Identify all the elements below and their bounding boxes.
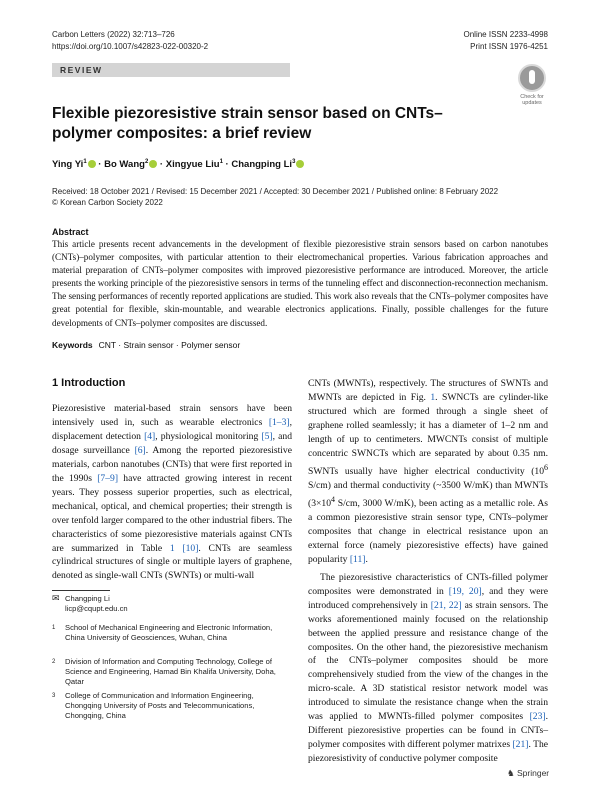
affiliation-1: 1 School of Mechanical Engineering and Electronic Information, China University of Geosciences, Wuhan, China xyxy=(52,623,273,642)
affiliation-3: 3 College of Communication and Information Engineering, Chongqing University of Posts and Telecommunications, Chongqing, China xyxy=(52,691,255,720)
keywords-label: Keywords xyxy=(52,340,93,350)
citation-link[interactable]: [21, 22] xyxy=(430,599,462,611)
envelope-icon: ✉ xyxy=(52,593,60,603)
citation-link[interactable]: [11] xyxy=(349,553,366,565)
article-type-banner: REVIEW xyxy=(52,63,290,77)
affiliation-marker: 1 xyxy=(83,159,87,165)
copyright-line: © Korean Carbon Society 2022 xyxy=(52,198,163,207)
citation-link[interactable]: [6] xyxy=(134,444,146,456)
citation-link[interactable]: [21] xyxy=(512,739,529,751)
citation-link[interactable]: [10] xyxy=(182,542,199,554)
check-for-updates-label: Check for updates xyxy=(520,94,544,106)
corresponding-author-name: Changping Li xyxy=(65,594,110,603)
body-paragraph: CNTs (MWNTs), respectively. The structures of SWNTs and MWNTs are depicted in Fig. 1. SWNCTs are cylinder-like structured which are formed through a single sheet of graphene rolled seamlessly; it has a diameter of 1–2 nm and length of up to centimeters. MWCNTs consist of multiple concentric SWNCTs which are separated by about 0.35 nm. SWNTs usually have higher electrical conductivity ($10^6$ S/cm) and thermal conductivity (~3500 W/mK) than MWNTs ($3\times 10^4$ S/cm, 3000 W/mK), been acting as a metallic role. As a common piezoresistive strain sensor type, CNTs–polymer composites that change in electrical resistance upon an external force (namely piezoresistive effects) have gained popularity [11]. xyxy=(308,378,548,565)
author-name[interactable]: Ying Yi xyxy=(52,159,84,171)
publisher-logo xyxy=(507,768,549,779)
affiliation-2: 2 Division of Information and Computing Technology, College of Science and Engineering, Hamad Bin Khalifa University, Doha, Qatar xyxy=(52,657,276,686)
citation-link[interactable]: [23] xyxy=(529,711,546,723)
keywords-list: CNT · Strain sensor · Polymer sensor xyxy=(98,340,241,350)
section-heading: 1 Introduction xyxy=(52,377,126,389)
abstract-heading: Abstract xyxy=(52,227,89,237)
paper-title: Flexible piezoresistive strain sensor based on CNTs–polymer composites: a brief review xyxy=(52,105,443,142)
author-list: Ying $Yi^1 \cdot Bo$ Wang$^2$ · Xingyue Liu$^1$ · Changping Li$^3$ xyxy=(52,156,304,171)
orcid-icon[interactable] xyxy=(149,160,157,168)
print-issn: Print ISSN 1976-4251 xyxy=(470,42,548,51)
check-for-updates-badge[interactable] xyxy=(516,64,548,106)
keywords-line xyxy=(52,340,240,350)
citation-link[interactable]: [4] xyxy=(144,430,156,442)
online-issn: Online ISSN 2233-4998 xyxy=(463,30,548,39)
doi-link[interactable]: https://doi.org/10.1007/s42823-022-00320-2 xyxy=(52,42,209,51)
author-name[interactable]: Xingyue Liu xyxy=(165,159,220,171)
publisher-name: Springer xyxy=(517,768,550,778)
corresponding-author xyxy=(52,594,287,614)
citation-link[interactable]: [19, 20] xyxy=(448,585,482,597)
journal-citation: Carbon Letters (2022) 32:713–726 xyxy=(52,30,175,39)
affiliation-marker: 2 xyxy=(144,159,149,165)
orcid-icon[interactable] xyxy=(296,160,304,168)
figure-link[interactable]: 1 xyxy=(430,391,436,403)
citation-link[interactable]: [5] xyxy=(261,430,273,442)
affiliation-marker: 3 xyxy=(292,159,296,165)
history-dates: Received: 18 October 2021 / Revised: 15 December 2021 / Accepted: 30 December 2021 / Published online: 8 February 2022 xyxy=(52,187,499,196)
footnote-divider xyxy=(52,590,110,591)
body-column-right xyxy=(308,377,548,766)
crossmark-icon xyxy=(518,64,546,92)
abstract-text: This article presents recent advancements in the development of flexible piezoresistive strain sensors based on carbon nanotubes (CNTs)–polymer composites, with particular attention to their electromechanical properties. Various fabrication approaches and material preparation of CNTs–polymer composites with improved piezoresistive performance are introduced. Moreover, the article presents the working principle of the piezoresistive sensors in terms of the tunneling effect and disconnection-reconnection mechanism. The sensing performances of recently reported applications are studied. This work also reveals that the CNTs–polymer composites have great potential for flexible, skin-mountable, and wearable electronics applications. Finally, possible challenges for the future developments of CNTs–polymer composites are discussed. xyxy=(52,239,548,328)
table-link[interactable]: 1 xyxy=(169,542,175,554)
corresponding-author-email[interactable]: licp@cqupt.edu.cn xyxy=(65,604,128,613)
body-paragraph: The piezoresistive characteristics of CNTs-filled polymer composites were demonstrated in [19, 20], and they were introduced comprehensively in [21, 22] as strain sensors. The works aforementioned mainly focused on the relationship between the applied pressure and resistance change of the composites. On the other hand, the piezoresistive mechanism of the CNTs–polymer composites should be more comprehensively studied from the view of the changes in the micro-scale. A 3D statistical resistor network model was introduced to simulate the resistance change when the strain was applied to MWNTs-filled polymer composites [23]. Different piezoresistive properties can be found in CNTs–polymer composites with different polymer matrixes [21]. The piezoresistivity of conductive polymer composite xyxy=(308,571,548,765)
springer-horse-icon: ♞ xyxy=(507,768,515,778)
citation-link[interactable]: [1–3] xyxy=(268,416,290,428)
publication-dates xyxy=(52,186,498,208)
intro-paragraph: Piezoresistive material-based strain sensors have been intensively used in, such as wearable electronics [1–3], displacement detection [4], physiological monitoring [5], and dosage surveillance [6]. Among the reported piezoresistive materials, carbon nanotubes (CNTs) that were first reported in the 1990s [7–9] have attracted growing interest in recent years. They possess superior properties, such as electrical, mechanical, optical, and chemical properties; their strength is over tenfold larger compared to the other industrial fibers. The characteristics of some piezoresistive materials against CNTs are summarized in Table 1 [10]. CNTs are seamless cylindrical structures of single or multiple layers of graphene, denoted as single-wall CNTs (SWNTs) or multi-wall xyxy=(52,403,292,582)
affiliation-marker: 1 xyxy=(219,159,223,165)
body-column-left xyxy=(52,402,292,583)
orcid-icon[interactable] xyxy=(88,160,96,168)
author-name[interactable]: Bo Wang xyxy=(104,159,145,171)
citation-link[interactable]: [7–9] xyxy=(97,472,119,484)
author-name[interactable]: Changping Li xyxy=(231,159,293,171)
